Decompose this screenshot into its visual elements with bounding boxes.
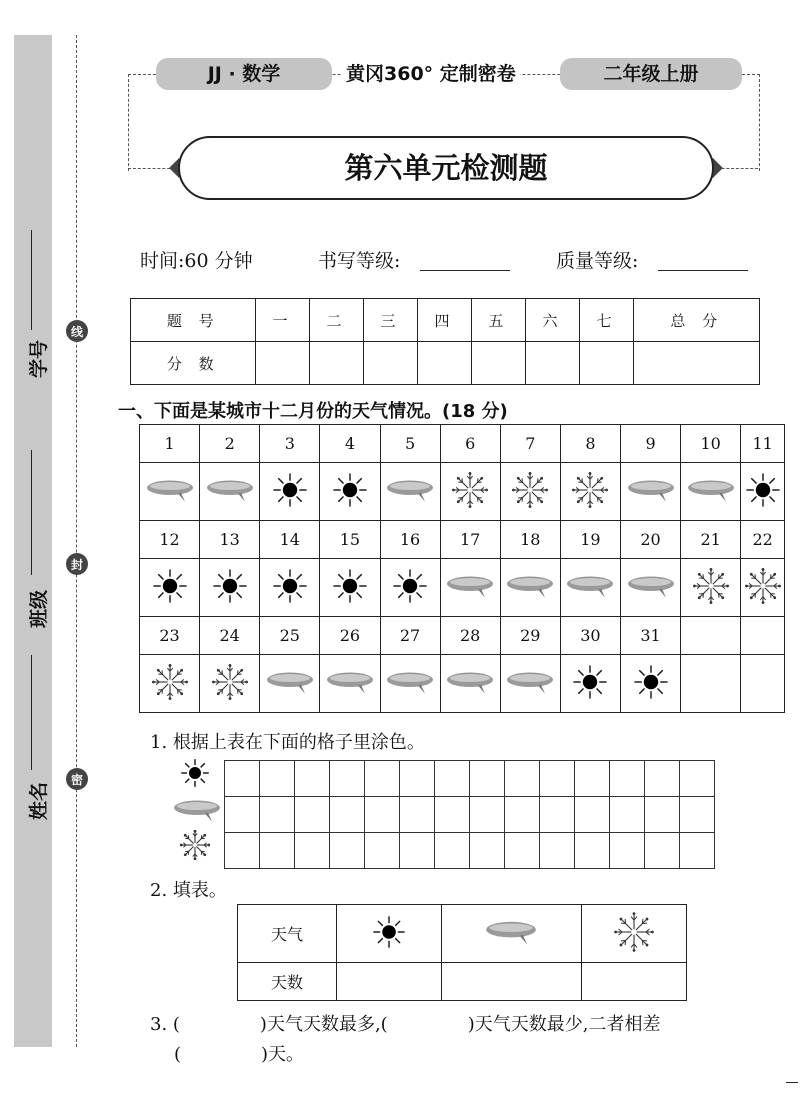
q3-part2: )天气天数最多,(: [259, 1014, 388, 1035]
sunny-weather-glyph: [152, 568, 188, 604]
name-label: 姓名: [28, 781, 50, 820]
legend-snowy-icon: [180, 830, 210, 864]
cloudy-icon: [440, 559, 500, 617]
score-cell[interactable]: [580, 342, 634, 385]
cloudy-icon: [500, 559, 560, 617]
calendar-day-number: [741, 617, 785, 655]
binding-strip: [14, 35, 52, 1047]
score-cell[interactable]: [634, 342, 760, 385]
sunny-icon: [560, 655, 620, 713]
grid-cell[interactable]: [645, 833, 680, 869]
calendar-day-number: 13: [200, 521, 260, 559]
page-title: 第六单元检测题: [178, 136, 714, 200]
sunny-icon: [140, 559, 200, 617]
calendar-day-number: 27: [380, 617, 440, 655]
calendar-day-number: 22: [741, 521, 785, 559]
quality-grade-label: 质量等级:: [556, 250, 639, 272]
calendar-day-row: [140, 617, 785, 655]
grid-cell[interactable]: [610, 761, 645, 797]
calendar-day-number: 5: [380, 425, 440, 463]
calendar-weather-row: [140, 463, 785, 521]
question-1: 1. 根据上表在下面的格子里涂色。: [150, 732, 425, 753]
sunny-weather-glyph: [332, 568, 368, 604]
grid-cell[interactable]: [610, 797, 645, 833]
calendar-day-number: 7: [500, 425, 560, 463]
score-header-cell: 总 分: [634, 299, 760, 342]
snowy-weather-glyph: [512, 472, 548, 508]
grid-cell[interactable]: [435, 833, 470, 869]
sunny-weather-glyph: [633, 664, 669, 700]
snowy-icon: [560, 463, 620, 521]
calendar-day-number: 18: [500, 521, 560, 559]
snowy-icon: [140, 655, 200, 713]
calendar-day-number: 15: [320, 521, 380, 559]
cloudy-icon: [621, 559, 681, 617]
class-label: 班级: [28, 589, 50, 628]
cloudy-icon: [560, 559, 620, 617]
snowy-days-input[interactable]: [581, 963, 686, 1001]
q3-part5: )天。: [261, 1044, 305, 1065]
sunny-weather-glyph: [332, 472, 368, 508]
grid-cell[interactable]: [225, 761, 260, 797]
calendar-day-number: 6: [440, 425, 500, 463]
score-cell[interactable]: [472, 342, 526, 385]
calendar-day-number: 1: [140, 425, 200, 463]
calendar-day-number: 16: [380, 521, 440, 559]
snowy-weather-glyph: [745, 568, 781, 604]
snowy-weather-glyph: [152, 664, 188, 700]
score-header-cell: 六: [526, 299, 580, 342]
snowy-icon: [741, 559, 785, 617]
binding-dashed-line: [76, 35, 77, 1047]
cloudy-icon: [500, 655, 560, 713]
grid-cell[interactable]: [260, 797, 295, 833]
q3-part3: )天气天数最少,二者相差: [467, 1014, 661, 1035]
grid-cell[interactable]: [645, 761, 680, 797]
student-id-line[interactable]: [31, 230, 32, 330]
grid-cell[interactable]: [470, 797, 505, 833]
calendar-day-number: 11: [741, 425, 785, 463]
calendar-day-row: [140, 521, 785, 559]
grid-cell[interactable]: [680, 761, 715, 797]
grid-cell[interactable]: [330, 797, 365, 833]
sunny-header-icon: [337, 905, 442, 963]
grade-tag: 二年级上册: [560, 58, 742, 90]
snowy-icon: [500, 463, 560, 521]
quality-grade-blank[interactable]: [658, 270, 748, 271]
cloudy-icon: [380, 655, 440, 713]
cloudy-weather-glyph: [565, 572, 615, 600]
calendar-day-number: 19: [560, 521, 620, 559]
q3-part1: 3. (: [150, 1014, 180, 1035]
grid-cell[interactable]: [505, 833, 540, 869]
calendar-day-number: 9: [621, 425, 681, 463]
legend-cloudy-icon: [172, 796, 222, 828]
score-value-row: [131, 342, 760, 385]
weather-row-label: 天气: [238, 905, 337, 963]
calendar-day-number: 12: [140, 521, 200, 559]
score-header-cell: 三: [364, 299, 418, 342]
grid-cell[interactable]: [470, 833, 505, 869]
question-3-line-1: [150, 1010, 660, 1036]
score-cell[interactable]: [526, 342, 580, 385]
cloudy-icon: [260, 655, 320, 713]
calendar-day-number: 4: [320, 425, 380, 463]
seal-xian: 线: [66, 320, 88, 342]
calendar-day-row: [140, 425, 785, 463]
calendar-day-number: 20: [621, 521, 681, 559]
grid-cell[interactable]: [505, 797, 540, 833]
grid-cell[interactable]: [330, 761, 365, 797]
calendar-day-number: 17: [440, 521, 500, 559]
grid-cell[interactable]: [295, 797, 330, 833]
seal-feng: 封: [66, 553, 88, 575]
grid-cell[interactable]: [260, 833, 295, 869]
calendar-day-number: 10: [681, 425, 741, 463]
sunny-weather-glyph: [392, 568, 428, 604]
empty-cell: [681, 655, 741, 713]
sunny-icon: [200, 559, 260, 617]
calendar-day-number: 24: [200, 617, 260, 655]
time-limit: 时间:60 分钟: [140, 250, 253, 272]
empty-cell: [741, 655, 785, 713]
cloudy-weather-glyph: [205, 476, 255, 504]
score-row-label: 分 数: [131, 342, 256, 385]
cloudy-icon: [140, 463, 200, 521]
score-cell[interactable]: [364, 342, 418, 385]
grid-cell[interactable]: [645, 797, 680, 833]
calendar-day-number: 3: [260, 425, 320, 463]
grid-row: [225, 797, 715, 833]
writing-grade-blank[interactable]: [420, 270, 510, 271]
grid-cell[interactable]: [365, 797, 400, 833]
snowy-header-icon: [581, 905, 686, 963]
student-id-label: 学号: [28, 339, 50, 378]
score-header-cell: 二: [310, 299, 364, 342]
sunny-icon: [320, 559, 380, 617]
grid-cell[interactable]: [365, 833, 400, 869]
grid-cell[interactable]: [540, 761, 575, 797]
grid-cell[interactable]: [575, 761, 610, 797]
score-header-cell: 一: [256, 299, 310, 342]
question-3-line-2: [174, 1040, 304, 1066]
calendar-day-number: 21: [681, 521, 741, 559]
calendar-weather-row: [140, 655, 785, 713]
legend-sunny-icon: [178, 758, 212, 792]
cloudy-weather-glyph: [505, 572, 555, 600]
q3-part4: (: [174, 1044, 182, 1065]
page-edge-mark: [786, 1082, 798, 1083]
grid-cell[interactable]: [540, 797, 575, 833]
calendar-day-number: 23: [140, 617, 200, 655]
calendar-day-number: 2: [200, 425, 260, 463]
snowy-icon: [440, 463, 500, 521]
class-line[interactable]: [31, 450, 32, 575]
seal-mi: 密: [66, 768, 88, 790]
calendar-day-number: 26: [320, 617, 380, 655]
grid-cell[interactable]: [575, 797, 610, 833]
cloudy-icon: [681, 463, 741, 521]
sunny-weather-glyph: [272, 568, 308, 604]
coloring-grid[interactable]: [224, 760, 715, 869]
score-header-row: [131, 299, 760, 342]
grid-cell[interactable]: [680, 797, 715, 833]
sunny-weather-glyph: [572, 664, 608, 700]
cloudy-weather-glyph: [385, 476, 435, 504]
grid-row: [225, 833, 715, 869]
cloudy-icon: [440, 655, 500, 713]
grid-cell[interactable]: [400, 797, 435, 833]
cloudy-days-input[interactable]: [442, 963, 582, 1001]
snowy-weather-glyph: [452, 472, 488, 508]
grid-cell[interactable]: [435, 797, 470, 833]
sunny-icon: [741, 463, 785, 521]
count-table: [237, 904, 687, 1001]
score-header-cell: 题 号: [131, 299, 256, 342]
calendar-day-number: [681, 617, 741, 655]
snowy-weather-glyph: [572, 472, 608, 508]
calendar-day-number: 29: [500, 617, 560, 655]
calendar-day-number: 14: [260, 521, 320, 559]
calendar-day-number: 28: [440, 617, 500, 655]
score-header-cell: 四: [418, 299, 472, 342]
subject-tag: JJ · 数学: [156, 58, 332, 90]
grid-cell[interactable]: [225, 797, 260, 833]
grid-cell[interactable]: [400, 761, 435, 797]
sunny-icon: [380, 559, 440, 617]
snowy-icon: [200, 655, 260, 713]
grid-cell[interactable]: [435, 761, 470, 797]
calendar-day-number: 25: [260, 617, 320, 655]
score-cell[interactable]: [418, 342, 472, 385]
score-cell[interactable]: [310, 342, 364, 385]
writing-grade-label: 书写等级:: [318, 250, 401, 272]
sunny-weather-glyph: [272, 472, 308, 508]
sunny-icon: [260, 463, 320, 521]
grid-cell[interactable]: [470, 761, 505, 797]
snowy-weather-glyph: [212, 664, 248, 700]
sunny-weather-glyph: [212, 568, 248, 604]
grid-cell[interactable]: [400, 833, 435, 869]
grid-cell[interactable]: [610, 833, 645, 869]
grid-cell[interactable]: [295, 833, 330, 869]
cloudy-weather-glyph: [626, 476, 676, 504]
snowy-icon: [681, 559, 741, 617]
cloudy-weather-glyph: [385, 668, 435, 696]
grid-cell[interactable]: [225, 833, 260, 869]
score-cell[interactable]: [256, 342, 310, 385]
calendar-day-number: 30: [560, 617, 620, 655]
weather-calendar: [139, 424, 785, 713]
sunny-weather-glyph: [745, 472, 781, 508]
cloudy-icon: [200, 463, 260, 521]
sunny-icon: [320, 463, 380, 521]
cloudy-weather-glyph: [505, 668, 555, 696]
name-line[interactable]: [31, 655, 32, 770]
calendar-day-number: 8: [560, 425, 620, 463]
sunny-days-input[interactable]: [337, 963, 442, 1001]
section-1-title: 一、下面是某城市十二月份的天气情况。(18 分): [118, 401, 508, 422]
sunny-icon: [621, 655, 681, 713]
cloudy-weather-glyph: [145, 476, 195, 504]
cloudy-icon: [380, 463, 440, 521]
cloudy-weather-glyph: [626, 572, 676, 600]
calendar-weather-row: [140, 559, 785, 617]
sunny-icon: [260, 559, 320, 617]
grid-cell[interactable]: [540, 833, 575, 869]
score-header-cell: 七: [580, 299, 634, 342]
cloudy-header-icon: [442, 905, 582, 963]
cloudy-weather-glyph: [445, 668, 495, 696]
grid-cell[interactable]: [330, 833, 365, 869]
grid-cell[interactable]: [260, 761, 295, 797]
score-header-cell: 五: [472, 299, 526, 342]
grid-cell[interactable]: [295, 761, 330, 797]
days-row-label: 天数: [238, 963, 337, 1001]
snowy-weather-glyph: [693, 568, 729, 604]
calendar-day-number: 31: [621, 617, 681, 655]
grid-cell[interactable]: [505, 761, 540, 797]
grid-cell[interactable]: [680, 833, 715, 869]
grid-row: [225, 761, 715, 797]
cloudy-weather-glyph: [265, 668, 315, 696]
cloudy-weather-glyph: [325, 668, 375, 696]
cloudy-weather-glyph: [445, 572, 495, 600]
score-table: [130, 298, 760, 385]
grid-cell[interactable]: [365, 761, 400, 797]
brand-text: 黄冈360° 定制密卷: [342, 58, 520, 90]
grid-cell[interactable]: [575, 833, 610, 869]
cloudy-weather-glyph: [686, 476, 736, 504]
question-2: 2. 填表。: [150, 880, 227, 901]
cloudy-icon: [621, 463, 681, 521]
cloudy-icon: [320, 655, 380, 713]
